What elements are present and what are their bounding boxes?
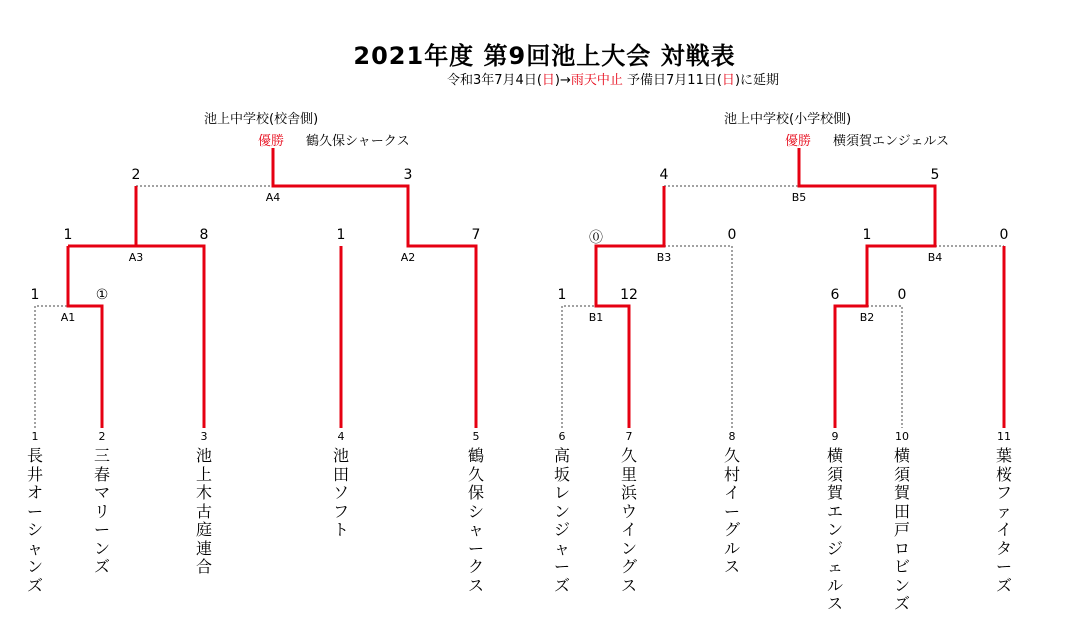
schedule-prefix: 令和3年7月4日( (447, 73, 542, 88)
team-name: 三春マリーンズ (93, 446, 110, 576)
bracket-line (273, 148, 476, 428)
match-a4-code: A4 (265, 191, 281, 204)
match-a4-left-score: 2 (131, 167, 141, 183)
match-b5-code: B5 (791, 191, 807, 204)
schedule-suffix: )に延期 (734, 73, 780, 88)
bracket-line (596, 186, 664, 428)
team-name: 横須賀エンジェルス (826, 446, 843, 613)
match-b3-right-score: 0 (727, 227, 737, 243)
team-name: 久村イーグルス (723, 446, 740, 576)
team-name: 久里浜ウイングス (620, 446, 637, 595)
champion-team: 鶴久保シャークス (306, 134, 410, 149)
team-name: 横須賀田戸ロビンズ (893, 446, 910, 613)
team-number: 7 (625, 430, 633, 443)
match-a3-code: A3 (128, 251, 144, 264)
match-b5-right-score: 5 (930, 167, 940, 183)
team-number: 1 (31, 430, 39, 443)
schedule-mid1: )→ (554, 73, 571, 88)
match-b3-code: B3 (656, 251, 672, 264)
match-b1-left-score: 1 (557, 287, 567, 303)
match-b2-code: B2 (859, 311, 875, 324)
team-name: 葉桜ファイターズ (995, 446, 1012, 595)
team-number: 4 (337, 430, 345, 443)
team-name: 高坂レンジャーズ (553, 446, 570, 595)
match-b1-right-score: 12 (620, 287, 638, 303)
team-number: 9 (831, 430, 839, 443)
team-name: 池田ソフト (332, 446, 349, 539)
match-a1-right-score: ① (95, 287, 109, 303)
team-number: 10 (895, 430, 909, 443)
match-b4-code: B4 (927, 251, 943, 264)
bracket-b-venue: 池上中学校(小学校側) (724, 112, 852, 127)
bracket-a-venue: 池上中学校(校舎側) (204, 112, 319, 127)
bracket-line (68, 246, 102, 428)
match-b5-left-score: 4 (659, 167, 669, 183)
bracket-line (136, 186, 204, 428)
match-a2-code: A2 (400, 251, 416, 264)
match-b1-code: B1 (588, 311, 604, 324)
match-b2-left-score: 6 (830, 287, 840, 303)
team-name: 鶴久保シャークス (467, 446, 484, 595)
match-b3-left-score: ⓪ (589, 230, 603, 246)
schedule-day1: 日 (541, 73, 555, 88)
team-number: 11 (997, 430, 1011, 443)
match-a1-code: A1 (60, 311, 76, 324)
champion-label: 優勝 (785, 134, 812, 149)
match-a3-left-score: 1 (63, 227, 73, 243)
team-name: 池上木古庭連合 (195, 446, 212, 576)
match-b2-right-score: 0 (897, 287, 907, 303)
match-b4-right-score: 0 (999, 227, 1009, 243)
match-a2-left-score: 1 (336, 227, 346, 243)
rain-cancel-note: 雨天中止 (570, 73, 623, 88)
page-title: 2021年度 第9回池上大会 対戦表 (353, 42, 736, 70)
team-number: 5 (472, 430, 480, 443)
team-name: 長井オーシャンズ (26, 446, 43, 595)
team-number: 6 (558, 430, 566, 443)
bracket-line (799, 148, 935, 428)
champion-team: 横須賀エンジェルス (833, 134, 950, 149)
match-a2-right-score: 7 (471, 227, 481, 243)
match-b4-left-score: 1 (862, 227, 872, 243)
bracket-line (562, 306, 596, 428)
bracket-line (867, 306, 902, 428)
schedule-day2: 日 (721, 73, 735, 88)
team-number: 8 (728, 430, 736, 443)
schedule-mid2: 予備日7月11日( (622, 73, 722, 88)
match-a4-right-score: 3 (403, 167, 413, 183)
team-number: 3 (200, 430, 208, 443)
match-a1-left-score: 1 (30, 287, 40, 303)
bracket-line (35, 306, 68, 428)
match-a3-right-score: 8 (199, 227, 209, 243)
bracket-line (664, 246, 732, 428)
champion-label: 優勝 (258, 134, 285, 149)
team-number: 2 (98, 430, 106, 443)
